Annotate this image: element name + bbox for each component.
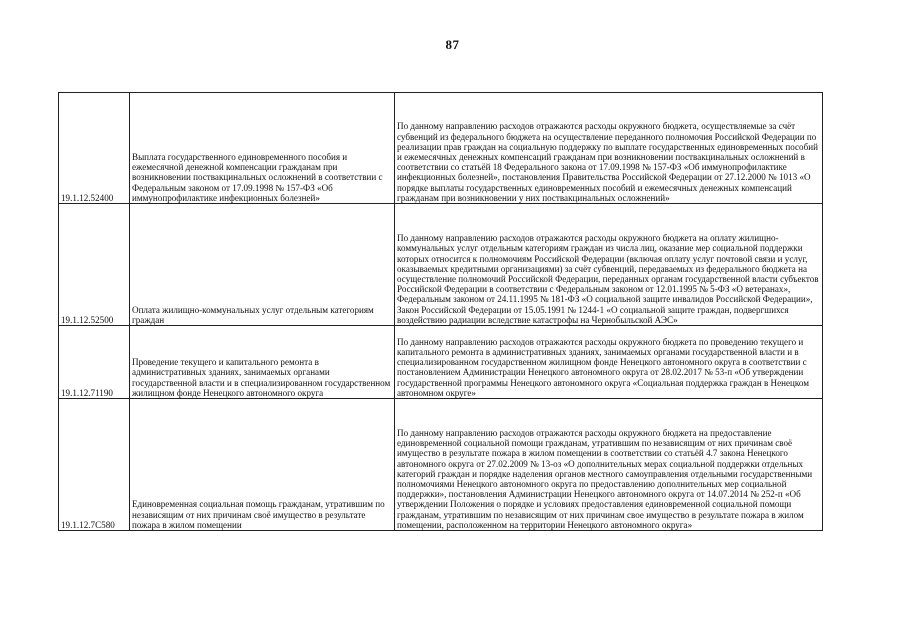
target-article-name: Оплата жилищно-коммунальных услуг отдельным категориям граждан <box>130 204 395 326</box>
target-article-name: Проведение текущего и капитального ремонта в административных зданиях, занимаемых органами государственной власти и в специализированном государственном жилищном фонде Ненецкого автономного округа <box>130 326 395 399</box>
budget-classification-table <box>58 92 823 531</box>
page-number: 87 <box>445 37 460 52</box>
target-article-code: 19.1.12.52400 <box>59 93 130 204</box>
target-article-code: 19.1.12.71190 <box>59 326 130 399</box>
target-article-code: 19.1.12.7С580 <box>59 399 130 531</box>
target-article-code: 19.1.12.52500 <box>59 204 130 326</box>
target-article-description: По данному направлению расходов отражаются расходы окружного бюджета на оплату жилищно-коммунальных услуг отдельным категориям граждан из числа лиц, оказание мер социальной поддержки которых относится к полномочиям Российской Федерации (включая оплату услуг почтовой связи и услуг, оказываемых кредитными организациями) за счёт субвенций, передаваемых из федерального бюджета на осуществление полномочий Российской Федерации, переданных органам государственной власти субъектов Российской Федерации в соответствии с Федеральным законом от 12.01.1995 № 5-ФЗ «О ветеранах», Федеральным законом от 24.11.1995 № 181-ФЗ «О социальной защите инвалидов Российской Федерации», Закон Российской Федерации от 15.05.1991 № 1244-1 «О социальной защите граждан, подвергшихся воздействию радиации вследствие катастрофы на Чернобыльской АЭС» <box>395 204 823 326</box>
table-row <box>59 326 823 399</box>
target-article-description: По данному направлению расходов отражаются расходы окружного бюджета, осуществляемые за счёт субвенций из федерального бюджета на осуществление переданного полномочия Российской Федерации по реализации прав граждан на социальную поддержку по выплате государственных единовременных пособий и ежемесячных денежных компенсаций гражданам при возникновении поствакцинальных осложнений в соответствии со статьёй 18 Федерального закона от 17.09.1998 № 157-ФЗ «Об иммунопрофилактике инфекционных болезней», постановления Правительства Российской Федерации от 27.12.2000 № 1013 «О порядке выплаты государственных единовременных пособий и ежемесячных денежных компенсаций гражданам при возникновении у них поствакцинальных осложнений» <box>395 93 823 204</box>
target-article-description: По данному направлению расходов отражаются расходы окружного бюджета по проведению текущего и капитального ремонта в административных зданиях, занимаемых органами государственной власти и в специализированном государственном жилищном фонде Ненецкого автономного округа в соответствии с постановлением Администрации Ненецкого автономного округа от 28.02.2017 № 53-п «Об утверждении государственной программы Ненецкого автономного округа «Социальная поддержка граждан в Ненецком автономном округе» <box>395 326 823 399</box>
table-row <box>59 399 823 531</box>
table-row <box>59 93 823 204</box>
target-article-name: Единовременная социальная помощь гражданам, утратившим по независящим от них причинам своё имущество в результате пожара в жилом помещении <box>130 399 395 531</box>
target-article-name: Выплата государственного единовременного пособия и ежемесячной денежной компенсации гражданам при возникновении поствакцинальных осложнений в соответствии с Федеральным законом от 17.09.1998 № 157-ФЗ «Об иммунопрофилактике инфекционных болезней» <box>130 93 395 204</box>
table-row <box>59 204 823 326</box>
target-article-description: По данному направлению расходов отражаются расходы окружного бюджета на предоставление единовременной социальной помощи гражданам, утратившим по независящим от них причинам своё имущество в результате пожара в жилом помещении в соответствии со статьёй 4.7 закона Ненецкого автономного округа от 27.02.2009 № 13-оз «О дополнительных мерах социальной поддержки отдельных категорий граждан и порядке наделения органов местного самоуправления отдельными государственными полномочиями Ненецкого автономного округа по предоставлению дополнительных мер социальной поддержки», постановления Администрации Ненецкого автономного округа от 14.07.2014 № 252-п «Об утверждении Положения о порядке и условиях предоставления единовременной социальной помощи гражданам, утратившим по независящим от них причинам свое имущество в результате пожара в жилом помещении, расположенном на территории Ненецкого автономного округа» <box>395 399 823 531</box>
